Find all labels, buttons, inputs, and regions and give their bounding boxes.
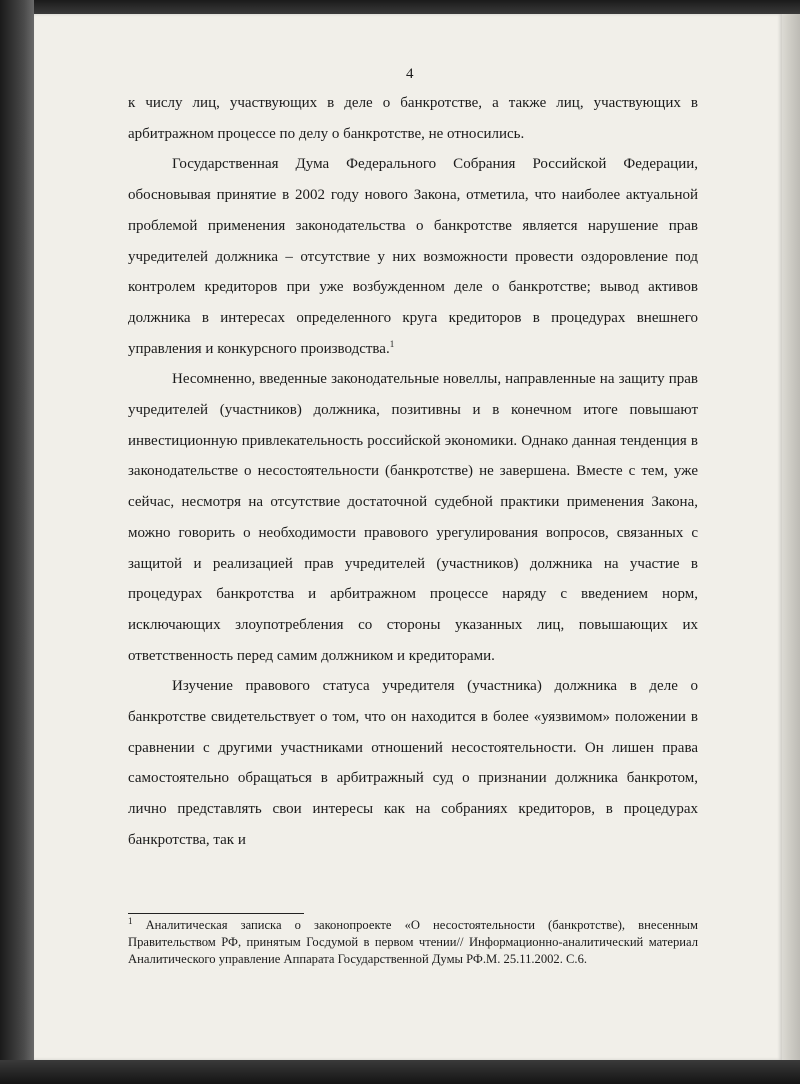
footnote (128, 917, 698, 968)
paragraph-status: Изучение правового статуса учредителя (участника) должника в деле о банкротстве свидетельствует о том, что он находится в более «уязвимом» положении в сравнении с другими участниками отношений несостоятельности. Он лишен права самостоятельно обращаться в арбитражный суд о признании должника банкротом, лично представлять свои интересы как на собраниях кредиторов, в процедурах банкротства, так и (128, 678, 698, 848)
paragraph-duma (128, 149, 698, 364)
paragraph-continuation: к числу лиц, участвующих в деле о банкротстве, а также лиц, участвующих в арбитражном процессе по делу о банкротстве, не относились. (128, 95, 698, 142)
footnote-text: Аналитическая записка о законопроекте «О несостоятельности (банкротстве), внесенным Правительством РФ, принятым Госдумой в первом чтении// Информационно-аналитический материал Аналитического управление Аппарата Государственной Думы РФ.М. 25.11.2002. С.6. (128, 918, 698, 966)
paragraph-novelties: Несомненно, введенные законодательные новеллы, направленные на защиту прав учредителей (участников) должника, позитивны и в конечном итоге повышают инвестиционную привлекательность российской экономики. Однако данная тенденция в законодательстве о несостоятельности (банкротстве) не завершена. Вместе с тем, уже сейчас, несмотря на отсутствие достаточной судебной практики применения Закона, можно говорить о необходимости правового урегулирования вопросов, связанных с защитой и реализацией прав учредителей (участников) должника на участие в процедурах банкротства и арбитражном процессе наряду с введением норм, исключающих злоупотребления со стороны указанных лиц, повышающих их ответственность перед самим должником и кредиторами. (128, 371, 698, 664)
scan-top-shadow (0, 0, 800, 14)
scan-bottom-shadow (0, 1060, 800, 1084)
next-page-edge (782, 14, 800, 1074)
paragraph-duma-text: Государственная Дума Федерального Собрания Российской Федерации, обосновывая принятие в 2002 году нового Закона, отметила, что наиболее актуальной проблемой применения законодательства о банкротстве является нарушение прав учредителей должника – отсутствие у них возможности провести оздоровление под контролем кредиторов при уже возбужденном деле о банкротстве; вывод активов должника в интересах определенного круга кредиторов в процедурах внешнего управления и конкурсного производства. (128, 156, 698, 357)
body-text (128, 88, 698, 856)
footnote-marker: 1 (128, 915, 133, 926)
footnote-reference: 1 (389, 338, 395, 349)
footnote-divider (128, 913, 304, 914)
page-number: 4 (406, 66, 414, 82)
scan-left-shadow (0, 0, 34, 1084)
